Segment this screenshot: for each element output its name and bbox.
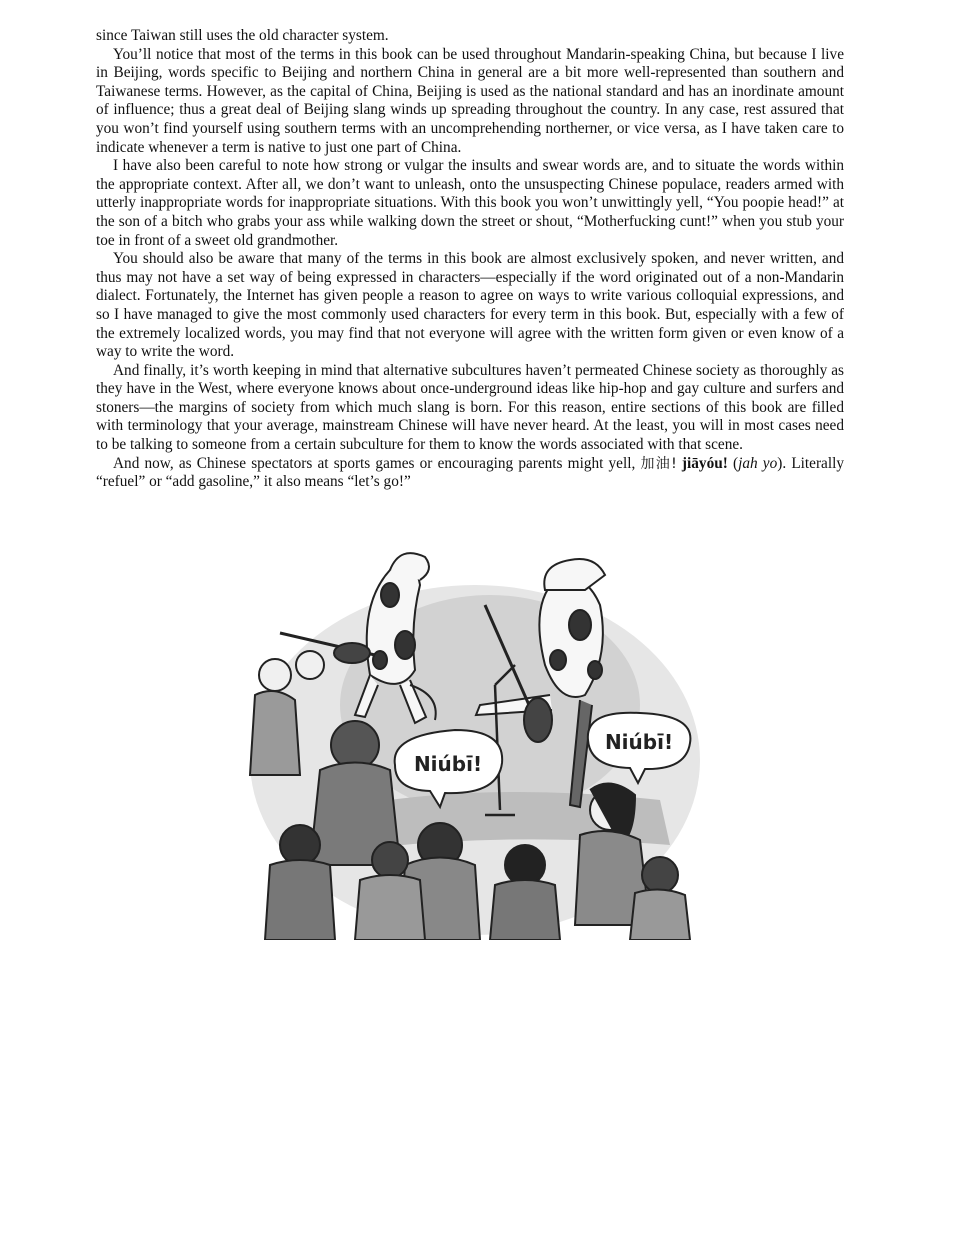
- body-text: [96, 27, 844, 492]
- concert-illustration: [240, 545, 710, 940]
- paragraph: You’ll notice that most of the terms in this book can be used throughout Mandarin-speaking China, but because I live in Beijing, words specific to Beijing and northern China in general are a bit more well-represented than southern and Taiwanese terms. However, as the capital of China, Beijing is used as the national standard and has an inordinate amount of influence; thus a great deal of Beijing slang winds up spreading throughout the country. In any case, rest assured that you won’t find yourself using southern terms with an uncomprehending northerner, or vice versa, as I have taken care to indicate whenever a term is native to just one part of China.: [96, 45, 844, 156]
- text-run: ). Literally “refuel” or “add gasoline,” it also means “let’s go!”: [96, 454, 844, 491]
- paragraph: I have also been careful to note how strong or vulgar the insults and swear words are, and to situate the words within the appropriate context. After all, we don’t want to unleash, onto the unsuspecting Chinese populace, readers armed with utterly inappropriate words for inappropriate situations. With this book you won’t unwittingly yell, “You poopie head!” at the son of a bitch who grabs your ass while walking down the street or shout, “Motherfucking cunt!” when you stub your toe in front of a sweet old grandmother.: [96, 157, 844, 249]
- text-run: And now, as Chinese spectators at sports games or encouraging parents might yell,: [113, 454, 641, 472]
- text-run: (: [727, 454, 739, 472]
- paragraph: And finally, it’s worth keeping in mind that alternative subcultures haven’t permeated Chinese society as thoroughly as they have in the West, where everyone knows about once-underground ideas like hip-hop and gay culture and surfers and stoners—the margins of society from which much slang is born. For this reason, entire sections of this book are filled with terminology that your average, mainstream Chinese will have never heard. At the least, you will in most cases need to be talking to someone from a certain subculture for them to know the words associated with that scene.: [96, 361, 844, 454]
- paragraph-final: [96, 455, 844, 492]
- bubble-right-text: Niúbī!: [604, 730, 674, 754]
- pronunciation: jah yo: [738, 454, 778, 472]
- paragraph: You should also be aware that many of the terms in this book are almost exclusively spoken, and never written, and thus may not have a set way of being expressed in characters—especially if the word originated out of a non-Mandarin dialect. Fortunately, the Internet has given people a reason to agree on ways to write various colloquial expressions, and so I have managed to give the most commonly used characters for every term in this book. But, especially with a few of the extremely localized words, you may find that not everyone will agree with the written form given or even know of a way to write the word.: [96, 250, 844, 361]
- hanzi: 加油!: [640, 455, 677, 472]
- paragraph: since Taiwan still uses the old character system.: [96, 27, 389, 44]
- bubble-left-text: Niúbī!: [413, 752, 483, 776]
- pinyin: jiāyóu!: [681, 454, 728, 472]
